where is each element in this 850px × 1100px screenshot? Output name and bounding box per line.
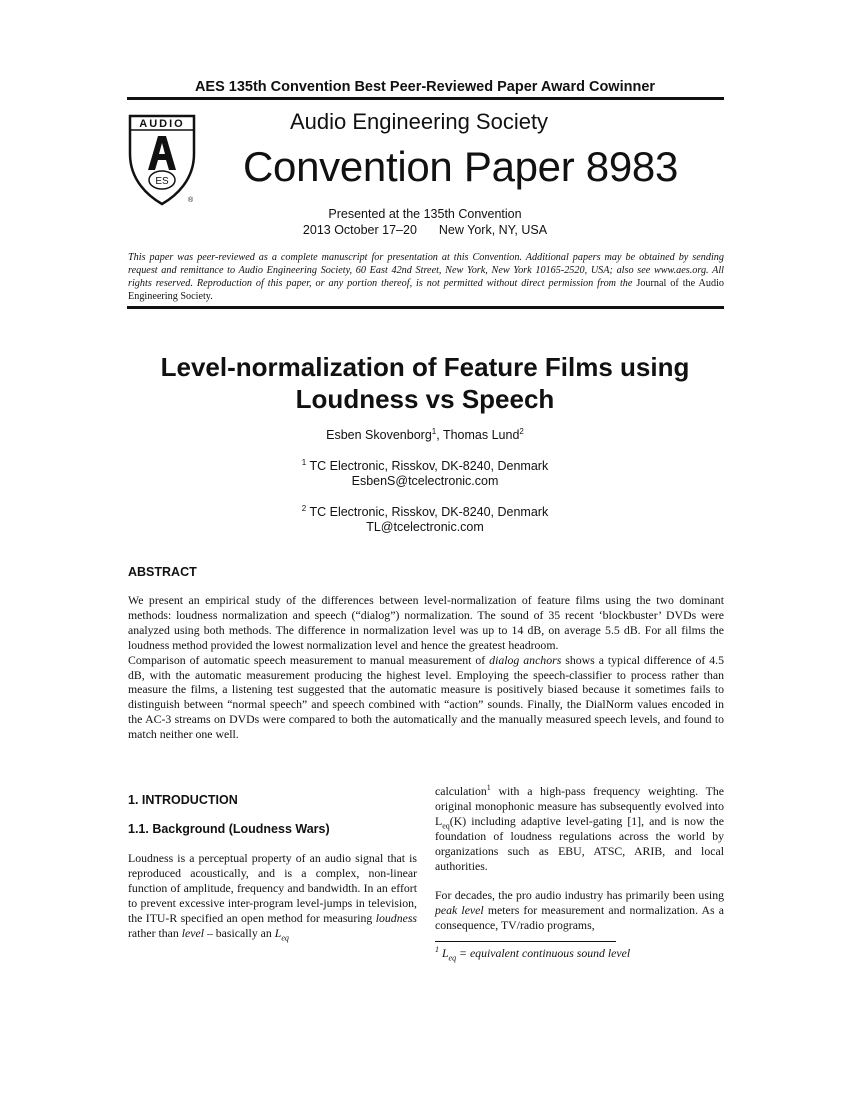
subsection-heading-background: 1.1. Background (Loudness Wars) <box>128 822 330 836</box>
abstract-paragraph-2: Comparison of automatic speech measurement to manual measurement of dialog anchors shows a typical difference of 4.5 dB, with the automatic measurement producing the highest level. Employing the speech-classifier to process rather than measure the films, a listening test suggested that the automatic measure is positively biased because it sometimes fails to distinguish between “normal speech” and speech combined with “action” sounds. Finally, the DialNorm values encoded in the AC-3 streams on DVDs were compared to both the automatically and the manually measured speech levels, and found to match neither one well. <box>128 652 724 742</box>
convention-paper-title: Convention Paper 8983 <box>243 143 679 190</box>
footnote: $^1$ $L_{eq}$ = equivalent continuous sound level <box>435 945 631 963</box>
title-line-2: Loudness vs Speech <box>295 384 555 414</box>
abstract-heading: ABSTRACT <box>128 565 197 579</box>
header-rule <box>127 306 724 309</box>
dates: 2013 October 17–20 <box>302 223 417 237</box>
review-note <box>128 251 724 303</box>
dialog-anchors-term: dialog anchors <box>489 652 562 667</box>
affiliation-org: TC Electronic, Risskov, DK-8240, Denmark <box>309 505 549 519</box>
review-note-text: This paper was peer-reviewed as a complete manuscript for presentation at this Convention. Additional papers may be obtained by sending request and remittance to Audio Engineering Society, 60 East 42nd Street, New York, New York 10165-2520, USA; also see www.aes.org. All rights reserved. Reproduction of this paper, or any portion thereof, is not permitted without direct permission from the <box>128 252 724 289</box>
left-column-paragraph: Loudness is a perceptual property of an audio signal that is reproduced acoustically, and is a complex, non-linear function of amplitude, frequency and bandwidth. In an effort to prevent excessive inter-program level-jumps in television, the ITU-R specified an open method for measuring loudness rather than level – basically an $L_{eq}$ <box>128 851 418 942</box>
award-banner: AES 135th Convention Best Peer-Reviewed Paper Award Cowinner <box>194 79 656 95</box>
affiliation-2 <box>0 505 850 535</box>
top-rule <box>127 97 724 100</box>
aes-logo <box>128 114 198 206</box>
author-2-sup: 2 <box>519 426 524 436</box>
affiliation-1 <box>0 459 850 489</box>
abstract-paragraph-1: We present an empirical study of the differences between level-normalization of feature films using the two dominant methods: loudness normalization and speech (“dialog”) normalization. The sound of 35 recent ‘blockbuster’ DVDs were analyzed using both methods. The difference in normalization level was up to 14 dB, on average 5.5 dB. For all films the loudness method provided the lowest normalization level and hence the greatest headroom. <box>128 593 724 652</box>
right-column <box>435 784 724 933</box>
author-2: Thomas Lund <box>442 428 520 442</box>
affiliation-org: TC Electronic, Risskov, DK-8240, Denmark <box>309 459 549 473</box>
affiliation-email[interactable]: EsbenS@tcelectronic.com <box>351 474 499 488</box>
title-line-1: Level-normalization of Feature Films using <box>160 352 690 382</box>
svg-text:®: ® <box>188 197 194 204</box>
affiliation-sup: 2 <box>301 503 307 513</box>
footnote-rule <box>435 941 616 942</box>
location: New York, NY, USA <box>438 223 548 237</box>
abstract-body <box>128 593 724 742</box>
authors <box>0 428 850 442</box>
logo-top-text: AUDIO <box>139 118 185 130</box>
right-column-paragraph-1: calculation$^1$ with a high-pass frequency weighting. The original monophonic measure has subsequently evolved into $L_{eq}(K)$ including adaptive level-gating [1], and is now the foundation of loudness regulations across the world by organizations such as EBU, ATSC, ARIB, and local authorities. <box>435 783 724 873</box>
affiliation-email[interactable]: TL@tcelectronic.com <box>366 520 484 534</box>
presented-line: Presented at the 135th Convention <box>328 207 522 221</box>
paper-title <box>0 351 850 415</box>
journal-name: Journal of the Audio Engineering Society. <box>128 278 724 302</box>
left-column <box>128 793 417 940</box>
section-heading-introduction: 1. INTRODUCTION <box>128 793 238 807</box>
aes-logo-icon <box>128 114 198 206</box>
dates-location <box>0 222 850 238</box>
author-sep: , <box>436 428 443 442</box>
right-column-paragraph-2: For decades, the pro audio industry has primarily been using peak level meters for measurement and normalization. As a consequence, TV/radio programs, <box>435 888 725 933</box>
presented-info <box>0 206 850 238</box>
author-1-sup: 1 <box>431 426 437 436</box>
affiliation-sup: 1 <box>301 457 307 467</box>
logo-bottom-text: ES <box>155 176 169 187</box>
author-1: Esben Skovenborg <box>326 428 432 442</box>
society-name: Audio Engineering Society <box>290 109 549 134</box>
